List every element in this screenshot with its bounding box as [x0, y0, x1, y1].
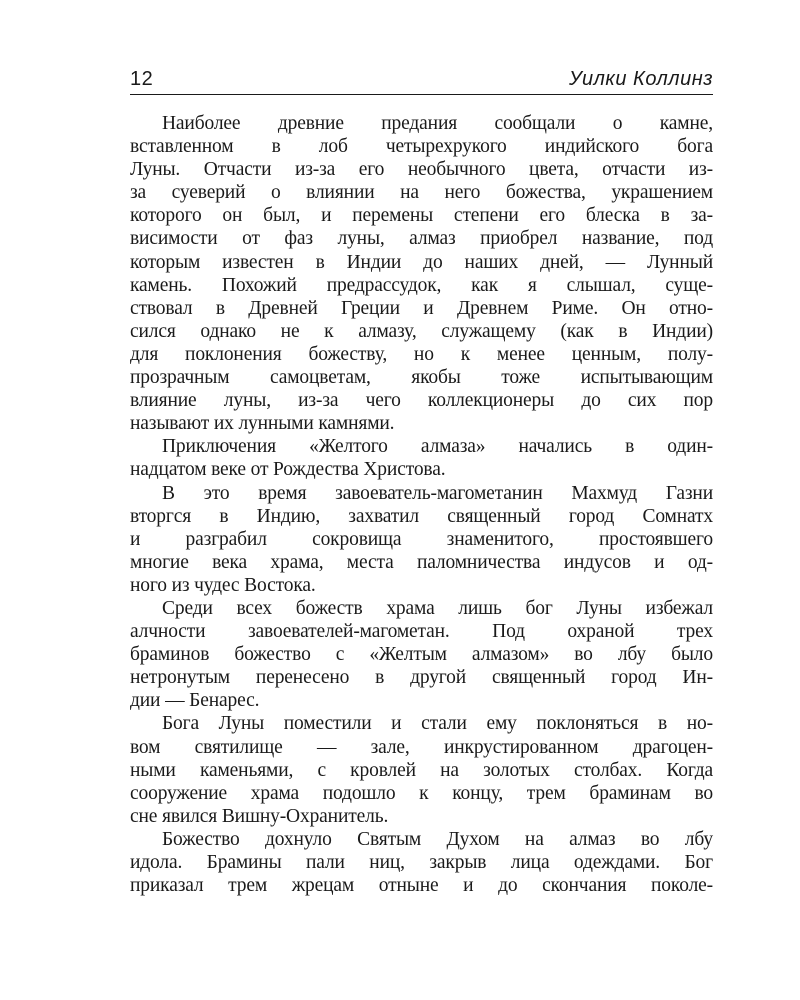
paragraph	[130, 482, 713, 597]
text-line: сне явился Вишну-Охранитель.	[130, 805, 389, 827]
text-line: влияние луны, из-за чего коллекционеры до сих пор	[130, 390, 713, 412]
text-line: для поклонения божеству, но к менее ценным, полу-	[130, 343, 713, 365]
text-line: ными каменьями, с кровлей на золотых столбах. Когда	[130, 759, 713, 781]
text-line: вом святилище — зале, инкрустированном драгоцен-	[130, 736, 713, 758]
text-line: за суеверий о влиянии на него божества, украшением	[130, 182, 713, 204]
page-number: 12	[130, 68, 154, 90]
text-line: вставленном в лоб четырехрукого индийского бога	[130, 136, 713, 158]
text-line: Среди всех божеств храма лишь бог Луны избежал	[162, 597, 713, 619]
header-author: Уилки Коллинз	[568, 68, 713, 90]
text-line: браминов божество с «Желтым алмазом» во лбу было	[130, 644, 713, 666]
text-line: сооружение храма подошло к концу, трем браминам во	[130, 782, 713, 804]
text-line: Наиболее древние предания сообщали о камне,	[162, 113, 713, 134]
text-line: которого он был, и перемены степени его блеска в за-	[130, 205, 713, 227]
paragraph	[130, 828, 713, 897]
text-line: камень. Похожий предрассудок, как я слышал, суще-	[130, 274, 713, 296]
text-line: висимости от фаз луны, алмаз приобрел название, под	[130, 228, 713, 250]
text-line: приказал трем жрецам отныне и до скончания поколе-	[130, 875, 713, 897]
text-line: идола. Брамины пали ниц, закрыв лица одеждами. Бог	[130, 852, 713, 873]
text-line: надцатом веке от Рождества Христова.	[130, 459, 446, 481]
text-line: Луны. Отчасти из-за его необычного цвета, отчасти из-	[130, 159, 713, 181]
paragraph	[130, 597, 713, 712]
text-line: алчности завоевателей-магометан. Под охраной трех	[130, 621, 713, 643]
paragraph	[130, 712, 713, 827]
text-line: прозрачным самоцветам, якобы тоже испытывающим	[130, 367, 713, 389]
paragraph	[130, 112, 713, 435]
paragraph	[130, 435, 713, 481]
running-header	[130, 66, 713, 95]
text-line: многие века храма, места паломничества индусов и од-	[130, 551, 713, 573]
text-line: называют их лунными камнями.	[130, 413, 395, 435]
text-line: ствовал в Древней Греции и Древнем Риме. Он отно-	[130, 297, 713, 319]
text-line: ного из чудес Востока.	[130, 574, 316, 596]
text-line: нетронутым перенесено в другой священный город Ин-	[130, 667, 713, 689]
text-line: дии — Бенарес.	[130, 690, 260, 712]
text-line: которым известен в Индии до наших дней, — Лунный	[130, 251, 713, 273]
text-line: В это время завоеватель-магометанин Махмуд Газни	[162, 482, 713, 504]
text-line: сился однако не к алмазу, служащему (как в Индии)	[130, 320, 713, 342]
body-text	[130, 112, 713, 897]
text-line: Приключения «Желтого алмаза» начались в один-	[162, 436, 713, 458]
text-line: Бога Луны поместили и стали ему поклоняться в но-	[162, 713, 713, 735]
text-line: Божество дохнуло Святым Духом на алмаз во лбу	[162, 828, 713, 850]
text-line: и разграбил сокровища знаменитого, простоявшего	[130, 528, 713, 550]
text-line: вторгся в Индию, захватил священный город Сомнатх	[130, 505, 713, 527]
